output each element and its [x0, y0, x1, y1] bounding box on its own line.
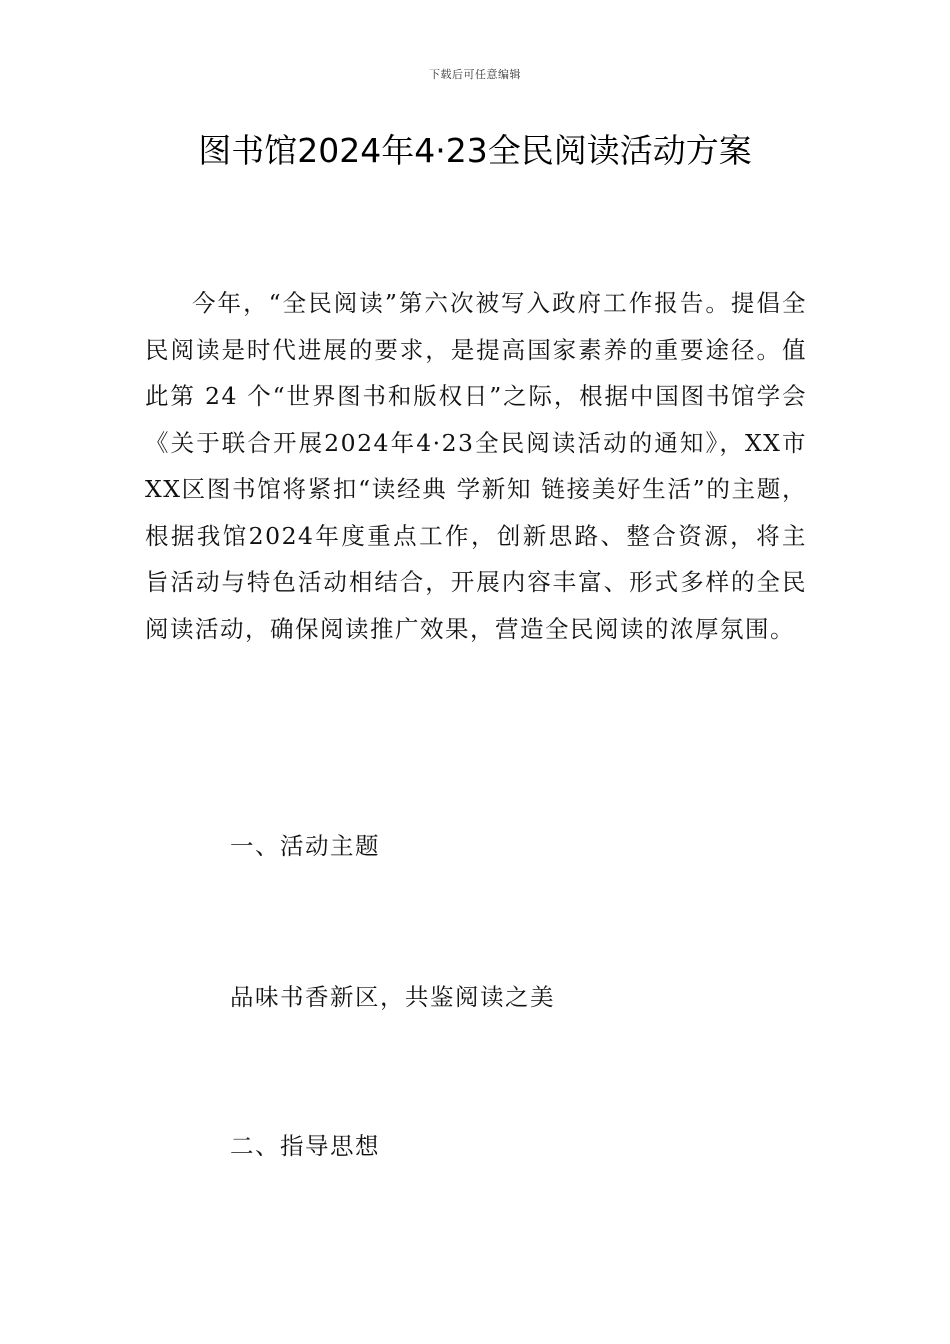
section-heading-guiding-ideology: 二、指导思想: [230, 1132, 380, 1160]
section-heading-theme: 一、活动主题: [230, 832, 380, 860]
header-note: 下载后可任意编辑: [429, 68, 521, 81]
section-content-theme: 品味书香新区，共鉴阅读之美: [230, 983, 555, 1011]
intro-paragraph: 今年，“全民阅读”第六次被写入政府工作报告。提倡全民阅读是时代进展的要求，是提高国家素养的重要途径。值此第 24 个“世界图书和版权日”之际，根据中国图书馆学会《关于联合开展2024年4·23全民阅读活动的通知》，XX市XX区图书馆将紧扣“读经典 学新知 链接美好生活”的主题，根据我馆2024年度重点工作，创新思路、整合资源，将主旨活动与特色活动相结合，开展内容丰富、形式多样的全民阅读活动，确保阅读推广效果，营造全民阅读的浓厚氛围。: [145, 289, 807, 643]
document-title: 图书馆2024年4·23全民阅读活动方案: [198, 131, 752, 170]
